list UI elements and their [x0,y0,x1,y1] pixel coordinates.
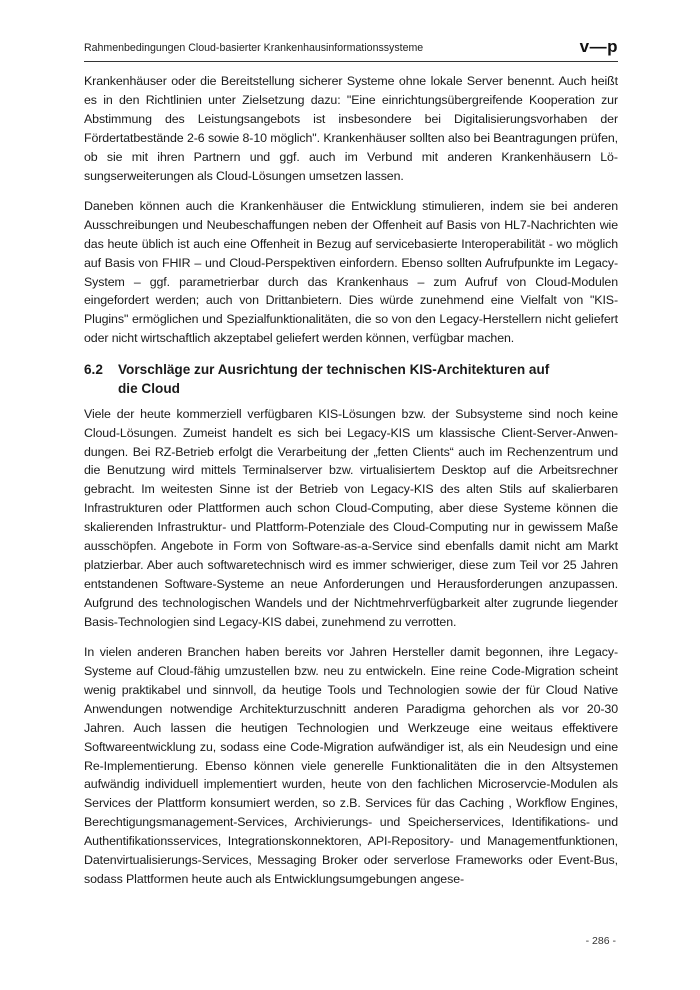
page-body [84,72,618,900]
paragraph-cooperation: Krankenhäuser oder die Bereitstellung sicherer Systeme ohne lokale Server benennt. Auch heißt es in den Richtlinien unter Zielsetzung dazu: "Eine einrichtungsübergreifende Kooperation zur Abstimmung des Leistungsangebots ist insbesondere bei Digitalisierungsvorhaben der Fördertatbestände 2-6 sowie 8-10 möglich". Krankenhäuser sollten also bei Beantragungen prüfen, ob sie mit ihren Partnern und ggf. auch im Verbund mit anderen Krankenhäusern Lösungserweiterungen als Cloud-Lösungen umsetzen lassen. [84,74,618,183]
page-number: - 286 - [585,935,616,947]
paragraph-other-industries: In vielen anderen Branchen haben bereits vor Jahren Hersteller damit begonnen, ihre Legacy-Systeme auf Cloud-fähig umzustellen bzw. neu zu entwickeln. Eine reine Code-Migration scheint wenig praktikabel und sinnvoll, da heutige Tools und Technologien sowie der für Cloud Native Anwendungen notwendige Architekturzuschnitt anderen Paradigma gehorchen als vor 20-30 Jahren. Auch lassen die heutigen Technologien und Werkzeuge eine weitaus effektivere Softwareentwicklung zu, sodass eine Code-Migration aufwändiger ist, als ein Neudesign und eine Re-Implementierung. Ebenso können viele generelle Funktionalitäten die in den Altsystemen aufwändig individuell implementiert wurden, heute von den fachlichen Microservcie-Modulen als Services der Plattform konsumiert werden, so z.B. Services für das Caching , Workflow Engines, Berechtigungsmanagement-Services, Archivierungs- und Speicherservices, Identifikations- und Authentifikationsservices, Integrationskonnektoren, API-Repository- und Managementfunktionen, Datenvirtualisierungs-Services, Messaging Broker oder serverlose Frameworks oder Event-Bus, sodass Plattformen heute auch als Entwicklungsumgebungen angese- [84,645,618,886]
section-heading [84,360,618,399]
paragraph-hospital-stimulus: Daneben können auch die Krankenhäuser die Entwicklung stimulieren, indem sie bei anderen Ausschreibungen und Neubeschaffungen neben der Offenheit auf Basis von HL7-Nachrichten wie das heute üblich ist auch eine Offenheit in Bezug auf servicebasierte Interoperabilität - wo möglich auf Basis von FHIR – und Cloud-Perspektiven einfordern. Ebenso sollten Aufrufpunkte im Legacy-System – ggf. parametrierbar durch das Krankenhaus – zum Aufruf von Cloud-Modulen eingefordert werden; auch von Drittanbietern. Dies würde zunehmend eine Vielfalt von "KIS-Plugins" ermöglichen und Spezialfunktionalitäten, die so von den Legacy-Herstellern nicht geliefert oder nicht wirtschaftlich akzeptabel geliefert werden können, verfügbar machen. [84,198,618,346]
section-title: Vorschläge zur Ausrichtung der technischen KIS-Architekturen auf die Cloud [118,361,550,397]
publisher-logo: v—p [579,37,618,56]
section-number: 6.2 [84,361,103,377]
paragraph-legacy-kis: Viele der heute kommerziell verfügbaren KIS-Lösungen bzw. der Subsysteme sind noch keine Cloud-Lösungen. Zumeist handelt es sich bei Legacy-KIS um klassische Client-Server-Anwendungen. Bei RZ-Betrieb erfolgt die Verarbeitung der „fetten Clients“ auch im Rechenzentrum und die Benutzung wird mittels Terminalserver bzw. virtualisiertem Desktop auf die Arbeitsrechner gebracht. Im weitesten Sinne ist der Betrieb von Legacy-KIS des alten Stils auf skalierbaren Infrastrukturen oder Plattformen auch schon Cloud-Computing, aber diese Systeme können die skalierenden Infrastruktur- und Plattform-Potenziale des Cloud-Computing nur in gewissem Maße ausschöpfen. Angebote in Form von Software-as-a-Service sind ebenfalls damit nicht am Markt platzierbar. Aber auch softwaretechnisch wird es immer schwieriger, diese zum Teil vor 25 Jahren entstandenen Software-Systeme an neue Anforderungen und Herausforderungen anzupassen. Aufgrund des technologischen Wandels und der Nichtmehrverfügbarkeit alter zugrunde liegender Basis-Technologien sind Legacy-KIS dabei, zunehmend zu verrotten. [84,406,618,629]
header-divider [84,61,618,62]
page-header [84,38,618,62]
running-header-title: Rahmenbedingungen Cloud-basierter Krankenhausinformationssysteme [84,42,424,54]
